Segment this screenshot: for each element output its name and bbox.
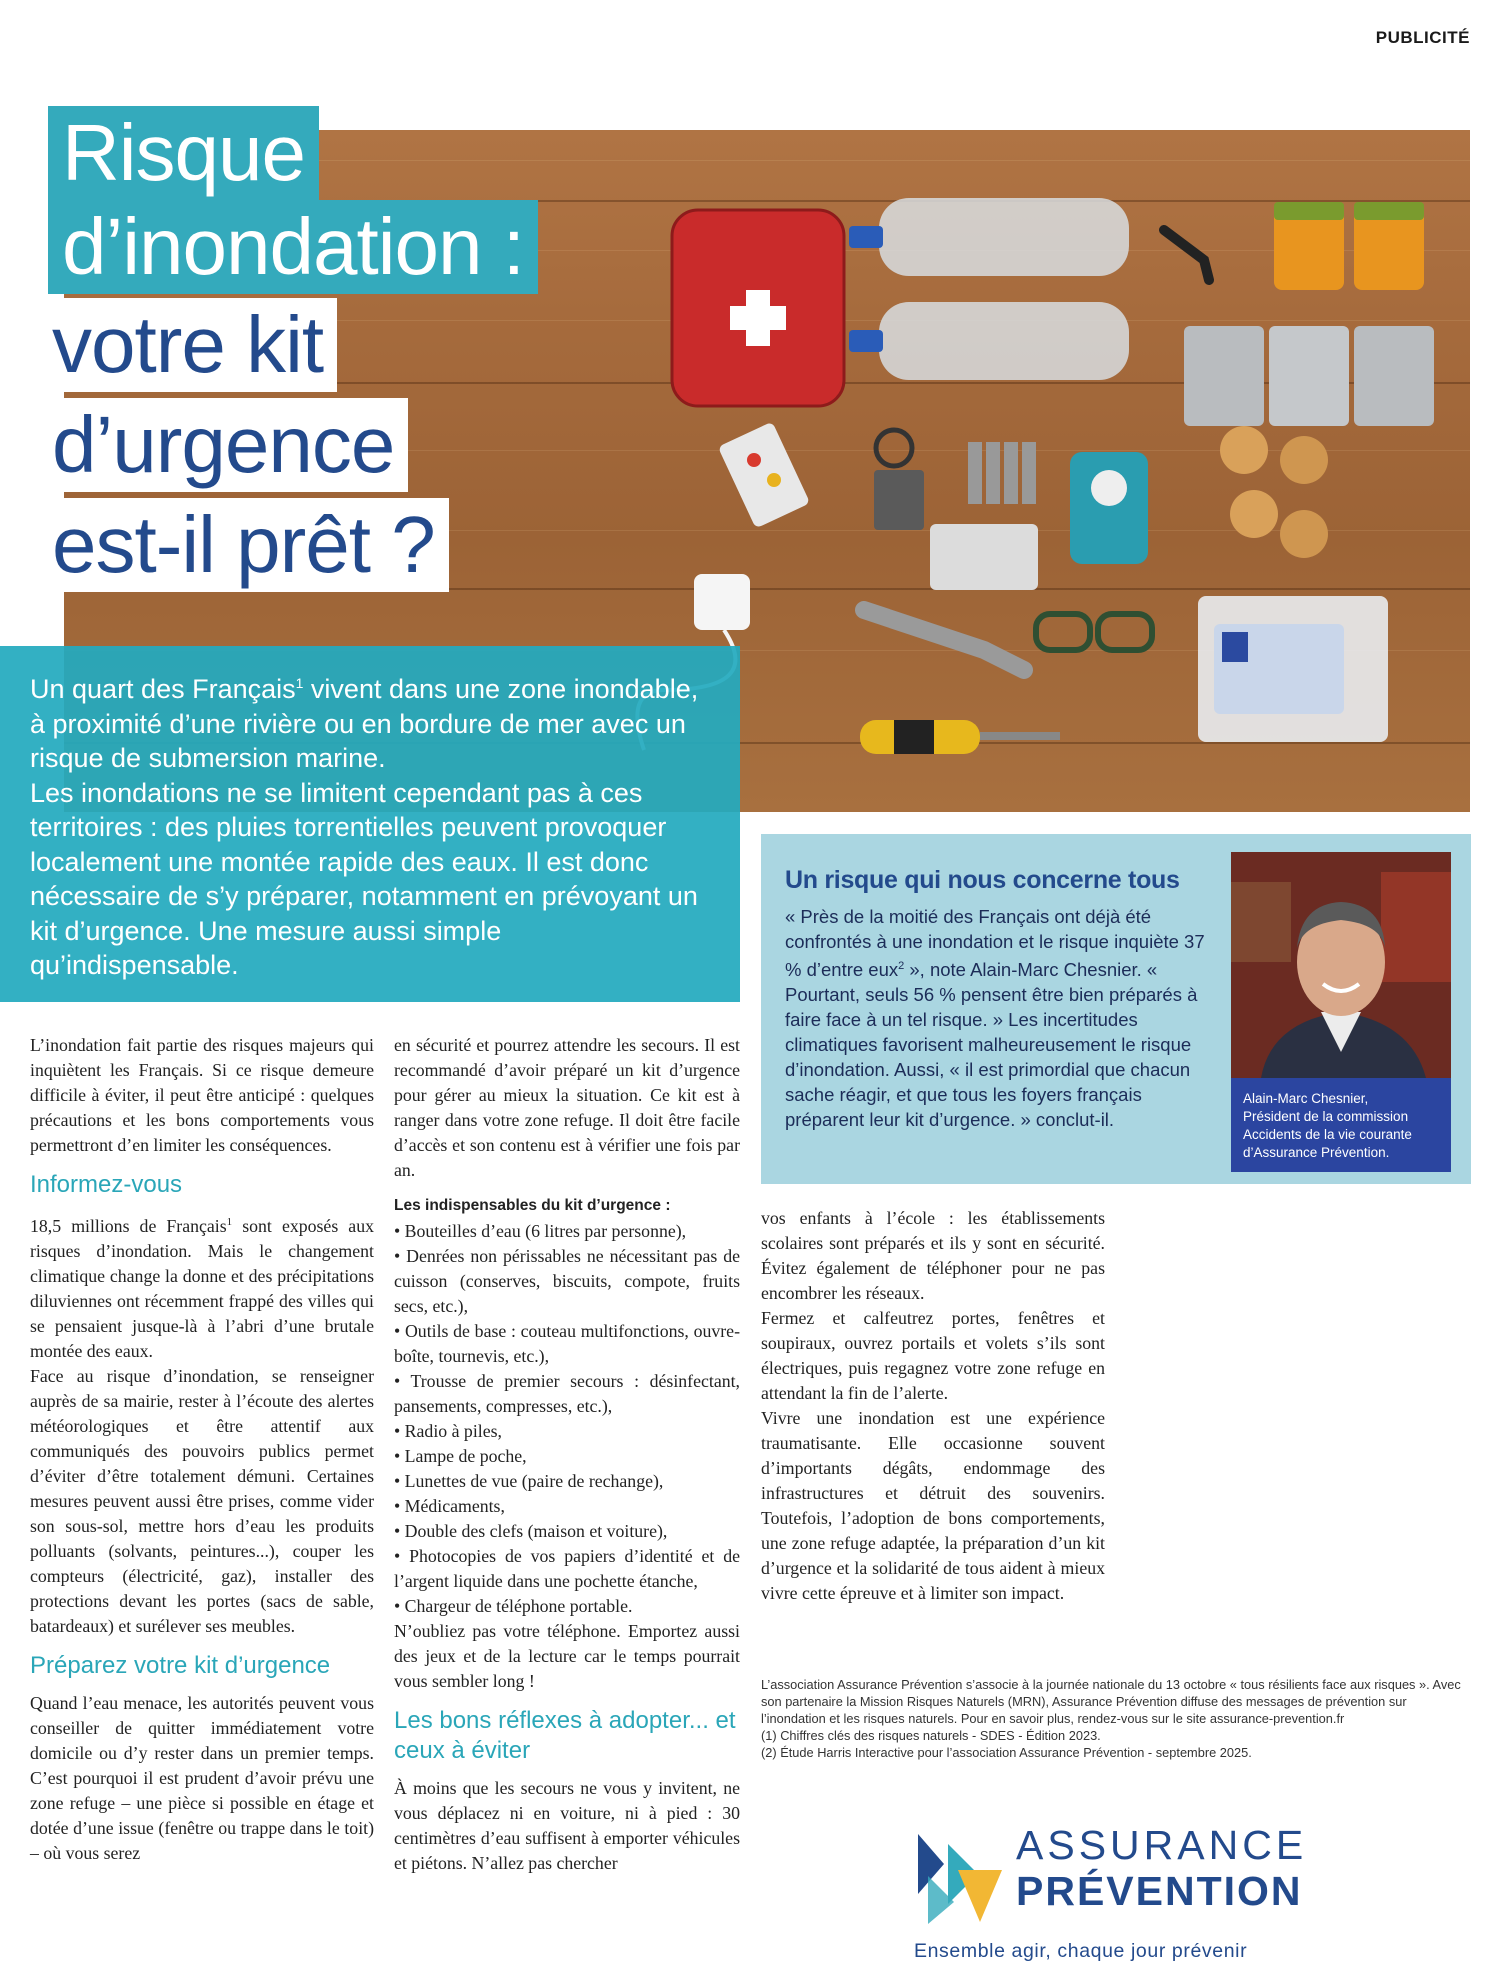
page-title-line-5: est-il prêt ? (38, 498, 449, 592)
portrait-caption (1231, 1078, 1451, 1172)
page-title-line-2: d’inondation : (48, 200, 538, 294)
col1-paragraph-1: L’inondation fait partie des risques majeurs qui inquiètent les Français. Si ce risque demeure difficile à éviter, il peut être anticipé : quelques précautions et les bons comportements vous permettront d’en limiter les conséquences. (30, 1035, 374, 1155)
quote-heading: Un risque qui nous concerne tous (785, 866, 1180, 894)
col2-paragraph-1: en sécurité et pourrez attendre les secours. Il est recommandé d’avoir préparé un kit d’urgence pour gérer au mieux la situation. Ce kit est à ranger dans votre zone refuge. Il doit être facile d’accès et son contenu est à vérifier une fois par an. (394, 1035, 740, 1180)
footnote-1: (1) Chiffres clés des risques naturels - SDES - Édition 2023. (761, 1728, 1101, 1743)
list-item: • Médicaments, (394, 1496, 505, 1516)
col3-paragraph-1: vos enfants à l’école : les établissements scolaires sont préparés et ils y sont en sécurité. Évitez également de téléphoner pour ne pas encombrer les réseaux. (761, 1208, 1105, 1303)
caption-role: Président de la commission Accidents de la vie courante d’Assurance Prévention. (1243, 1109, 1412, 1160)
list-item: • Double des clefs (maison et voiture), (394, 1521, 668, 1541)
footnote-2: (2) Étude Harris Interactive pour l’association Assurance Prévention - septembre 2025. (761, 1745, 1252, 1760)
page-title-line-1: Risque (48, 106, 319, 200)
col1-paragraph-2: 18,5 millions de Français$^1$ sont exposés aux risques d’inondation. Mais le changement climatique change la donne et des précipitations diluviennes ont récemment frappé des villes qui se pensaient jusque-là à l’abri d’une brutale montée des eaux. (30, 1215, 374, 1361)
heading-bons-reflexes: Les bons réflexes à adopter... et ceux à éviter (394, 1707, 736, 1764)
keys-icon (874, 430, 924, 530)
col3-paragraph-2: Fermez et calfeutrez portes, fenêtres et soupiraux, ouvrez portails et volets s’ils sont électriques, puis regagnez votre zone refuge en attendant la fin de l’alerte. (761, 1308, 1105, 1403)
tin-cans-icon (1184, 326, 1434, 426)
kit-list (394, 1219, 740, 1619)
logo-name-line-1: ASSURANCE (1016, 1822, 1308, 1868)
list-item: • Denrées non périssables ne nécessitant pas de cuisson (conserves, biscuits, compote, fruits secs, etc.), (394, 1246, 740, 1316)
footnotes (761, 1676, 1473, 1761)
col2-paragraph-2: N’oubliez pas votre téléphone. Emportez aussi des jeux et de la lecture car le temps pourrait vous sembler long ! (394, 1621, 740, 1691)
list-item: • Bouteilles d’eau (6 litres par personne), (394, 1221, 687, 1241)
quote-text: « Près de la moitié des Français ont déjà été confrontés à une inondation et le risque inquiète 37 % d’entre eux$^2$ », note Alain-Marc Chesnier. « Pourtant, seuls 56 % pensent être bien préparés à faire face à un tel risque. » Les incertitudes climatiques favorisent malheureusement le risque d’inondation. Aussi, « il est primordial que chacun sache réagir, et que tous les foyers français préparent leur kit d’urgence. » conclut-il. (785, 906, 1205, 1131)
compote-jars-icon (1274, 202, 1424, 290)
intro-paragraph-2: Les inondations ne se limitent cependant pas à ces territoires : des pluies torrentielles peuvent provoquer localement une montée rapide des eaux. Il est donc nécessaire de s’y préparer, notamment en prévoyant un kit d’urgence. Une mesure aussi simple qu’indispensable. (30, 777, 698, 980)
list-item: • Radio à piles, (394, 1421, 502, 1441)
multitool-icon (864, 610, 1024, 670)
col1-paragraph-3: Face au risque d’inondation, se renseigner auprès de sa mairie, rester à l’écoute des alertes météorologiques et être attentif aux communiqués des pouvoirs publics permet d’éviter d’être totalement démuni. Certaines mesures peuvent aussi être prises, comme vider son sous-sol, mettre hors d’eau les produits polluants (solvants, peintures...), couper les compteurs (électricité, gaz), installer des protections devant les portes (sacs de sable, batardeaux) et surélever ses meubles. (30, 1365, 374, 1636)
caption-name: Alain-Marc Chesnier, (1243, 1091, 1369, 1106)
list-item: • Lunettes de vue (paire de rechange), (394, 1471, 664, 1491)
page-title-line-3: votre kit (38, 298, 337, 392)
medication-icon (718, 422, 810, 529)
batteries-icon (968, 442, 1036, 504)
intro-paragraph-1: Un quart des Français$^1$ vivent dans une zone inondable, à proximité d’une rivière ou en bordure de mer avec un risque de submersion marine. (30, 674, 699, 773)
id-documents-icon (1198, 596, 1388, 742)
note-text: L’association Assurance Prévention s’associe à la journée nationale du 13 octobre « tous résilients face aux risques ». Avec son partenaire la Mission Risques Naturels (MRN), Assurance Prévention diffuse des messages de prévention sur l’inondation et les risques naturels. Pour en savoir plus, rendez-vous sur le site assurance-prevention.fr (761, 1677, 1461, 1726)
biscuits-icon (1220, 426, 1328, 558)
list-item: • Outils de base : couteau multifonctions, ouvre-boîte, tournevis, etc.), (394, 1321, 740, 1366)
radio-icon (930, 524, 1038, 590)
list-item: • Lampe de poche, (394, 1446, 527, 1466)
heading-informez-vous: Informez-vous (30, 1171, 183, 1198)
flashlight-icon (1070, 452, 1148, 564)
article-column-3 (761, 1206, 1105, 1606)
advertisement-label: PUBLICITÉ (1375, 28, 1470, 47)
logo-tagline: Ensemble agir, chaque jour prévenir (914, 1940, 1248, 1962)
list-item: • Photocopies de vos papiers d’identité et de l’argent liquide dans une pochette étanche, (394, 1546, 740, 1591)
article-column-1 (30, 1033, 374, 1866)
list-item: • Trousse de premier secours : désinfectant, pansements, compresses, etc.), (394, 1371, 740, 1416)
col3-paragraph-3: Vivre une inondation est une expérience traumatisante. Elle occasionne souvent d’importants dégâts, endommage des infrastructures et détruit des souvenirs. Toutefois, l’adoption de bons comportements, une zone refuge adaptée, la préparation d’un kit d’urgence et la solidarité de tous aident à mieux vivre cette épreuve et à limiter son impact. (761, 1408, 1105, 1603)
list-item: • Chargeur de téléphone portable. (394, 1596, 633, 1616)
first-aid-kit-icon (672, 210, 844, 406)
logo-mark-icon (914, 1824, 1004, 1924)
kit-list-title: Les indispensables du kit d’urgence : (394, 1197, 671, 1214)
logo-name-line-2: PRÉVENTION (1016, 1868, 1303, 1914)
water-bottles-icon (849, 198, 1129, 380)
bottle-opener-icon (1164, 230, 1209, 280)
heading-preparez-kit: Préparez votre kit d’urgence (30, 1651, 331, 1679)
intro-box (0, 646, 740, 1002)
screwdriver-icon (860, 720, 1060, 754)
glasses-icon (1036, 614, 1152, 650)
article-column-2 (394, 1033, 740, 1876)
col2-paragraph-3: À moins que les secours ne vous y invitent, ne vous déplacez ni en voiture, ni à pied : 30 centimètres d’eau suffisent à emporter véhicules et piétons. N’allez pas chercher (394, 1778, 740, 1873)
portrait-photo (1231, 852, 1451, 1078)
quote-box (761, 834, 1471, 1184)
assurance-prevention-logo (914, 1818, 1344, 1936)
page-title-line-4: d’urgence (38, 398, 408, 492)
col1-paragraph-4: Quand l’eau menace, les autorités peuvent vous conseiller de quitter immédiatement votre domicile ou d’y rester dans un premier temps. C’est pourquoi il est prudent d’avoir prévu une zone refuge – une pièce si possible en étage et dotée d’une issue (fenêtre ou trappe dans le toit) – où vous serez (30, 1692, 374, 1863)
